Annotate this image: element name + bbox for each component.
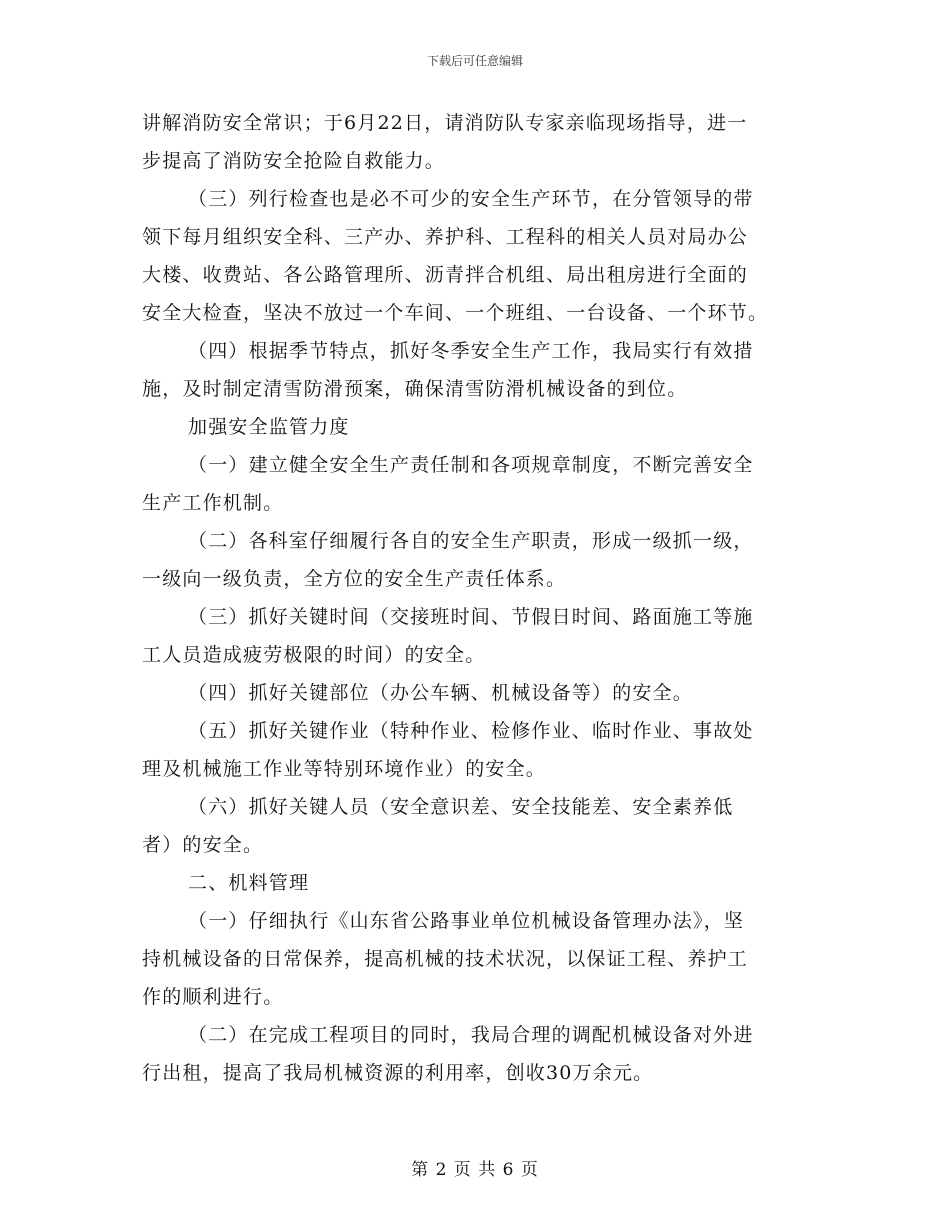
text-line: 工人员造成疲劳极限的时间）的安全。	[142, 644, 486, 666]
text-line: （二）在完成工程项目的同时，我局合理的调配机械设备对外进	[188, 1024, 754, 1046]
text-line: 理及机械施工作业等特别环境作业）的安全。	[142, 758, 547, 780]
text-line: 安全大检查，坚决不放过一个车间、一个班组、一台设备、一个环节。	[142, 302, 769, 324]
text-line: 施，及时制定清雪防滑预案，确保清雪防滑机械设备的到位。	[142, 378, 688, 400]
text-line: （二）各科室仔细履行各自的安全生产职责，形成一级抓一级，	[188, 530, 754, 552]
text-line: （三）列行检查也是必不可少的安全生产环节，在分管领导的带	[188, 188, 754, 210]
text-line: 作的顺利进行。	[142, 986, 284, 1008]
text-line: 生产工作机制。	[142, 492, 284, 514]
text-line: （六）抓好关键人员（安全意识差、安全技能差、安全素养低	[188, 796, 734, 818]
text-line: （一）建立健全安全生产责任制和各项规章制度，不断完善安全	[188, 454, 754, 476]
text-line: （三）抓好关键时间（交接班时间、节假日时间、路面施工等施	[188, 606, 754, 628]
section-heading: 二、机料管理	[188, 872, 310, 894]
document-body	[142, 104, 806, 1092]
text-line: （四）抓好关键部位（办公车辆、机械设备等）的安全。	[188, 682, 694, 704]
page-header: 下载后可任意编辑	[426, 54, 523, 68]
page-footer: 第 2 页 共 6 页	[411, 1160, 539, 1180]
text-line: 大楼、收费站、各公路管理所、沥青拌合机组、局出租房进行全面的	[142, 264, 749, 286]
text-line: 讲解消防安全常识；于6月22日，请消防队专家亲临现场指导，进一	[142, 112, 748, 134]
text-line: 步提高了消防安全抢险自救能力。	[142, 150, 446, 172]
text-line: 持机械设备的日常保养，提高机械的技术状况，以保证工程、养护工	[142, 948, 749, 970]
text-line: （一）仔细执行《山东省公路事业单位机械设备管理办法》，坚	[188, 910, 745, 932]
text-line: 一级向一级负责，全方位的安全生产责任体系。	[142, 568, 567, 590]
text-line: 领下每月组织安全科、三产办、养护科、工程科的相关人员对局办公	[142, 226, 749, 248]
text-line: 行出租，提高了我局机械资源的利用率，创收30万余元。	[142, 1062, 654, 1084]
section-heading: 加强安全监管力度	[188, 416, 350, 438]
text-line: （五）抓好关键作业（特种作业、检修作业、临时作业、事故处	[188, 720, 754, 742]
text-line: 者）的安全。	[142, 834, 264, 856]
text-line: （四）根据季节特点，抓好冬季安全生产工作，我局实行有效措	[188, 340, 754, 362]
